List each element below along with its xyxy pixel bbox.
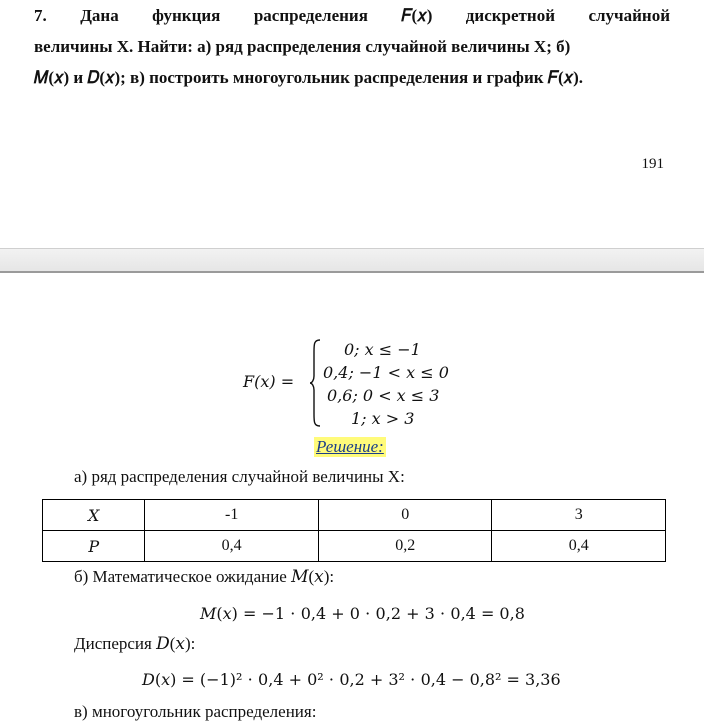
problem-line-2: величины Х. Найти: а) ряд распределения случайной величины Х; б) <box>34 37 571 56</box>
table-cell: P <box>43 531 145 562</box>
table-cell: 0,2 <box>318 531 492 562</box>
formula-case-2: 0,4; −1 < 𝑥 ≤ 0 <box>323 363 449 382</box>
mean-equation: 𝑀(𝑥) = −1 ⋅ 0,4 + 0 ⋅ 0,2 + 3 ⋅ 0,4 = 0,8 <box>200 604 525 623</box>
distribution-table <box>42 499 666 562</box>
left-brace-icon <box>309 338 321 428</box>
formula-case-1: 0; 𝑥 ≤ −1 <box>344 340 421 359</box>
table-cell: 0 <box>318 500 492 531</box>
page-number: 191 <box>641 156 664 172</box>
variance-equation: 𝐷(𝑥) = (−1)² ⋅ 0,4 + 0² ⋅ 0,2 + 3² ⋅ 0,4 − 0,8² = 3,36 <box>142 670 561 689</box>
distribution-function-formula <box>243 338 483 428</box>
problem-statement <box>34 0 670 93</box>
table-cell: -1 <box>145 500 319 531</box>
section-b-heading: б) Математическое ожидание 𝑀(𝑥): <box>74 567 335 586</box>
problem-line-1: 7. Дана функция распределения 𝐹(𝑥) дискретной случайной <box>34 6 670 25</box>
table-row-x <box>43 500 666 531</box>
problem-line-3: 𝑀(𝑥) и 𝐷(𝑥); в) построить многоугольник распределения и график 𝐹(𝑥). <box>34 68 584 87</box>
table-row-p <box>43 531 666 562</box>
table-cell: 0,4 <box>492 531 666 562</box>
formula-case-4: 1; 𝑥 > 3 <box>351 409 415 428</box>
formula-case-3: 0,6; 0 < 𝑥 ≤ 3 <box>327 386 440 405</box>
variance-heading: Дисперсия 𝐷(𝑥): <box>74 634 196 653</box>
section-c-heading: в) многоугольник распределения: <box>74 702 317 721</box>
solution-heading: Решение: <box>316 437 384 456</box>
table-cell: X <box>43 500 145 531</box>
table-cell: 0,4 <box>145 531 319 562</box>
formula-lhs: 𝐹(𝑥) = <box>243 372 295 391</box>
table-cell: 3 <box>492 500 666 531</box>
page-break-divider <box>0 248 704 273</box>
section-a-heading: а) ряд распределения случайной величины Х: <box>74 467 405 486</box>
